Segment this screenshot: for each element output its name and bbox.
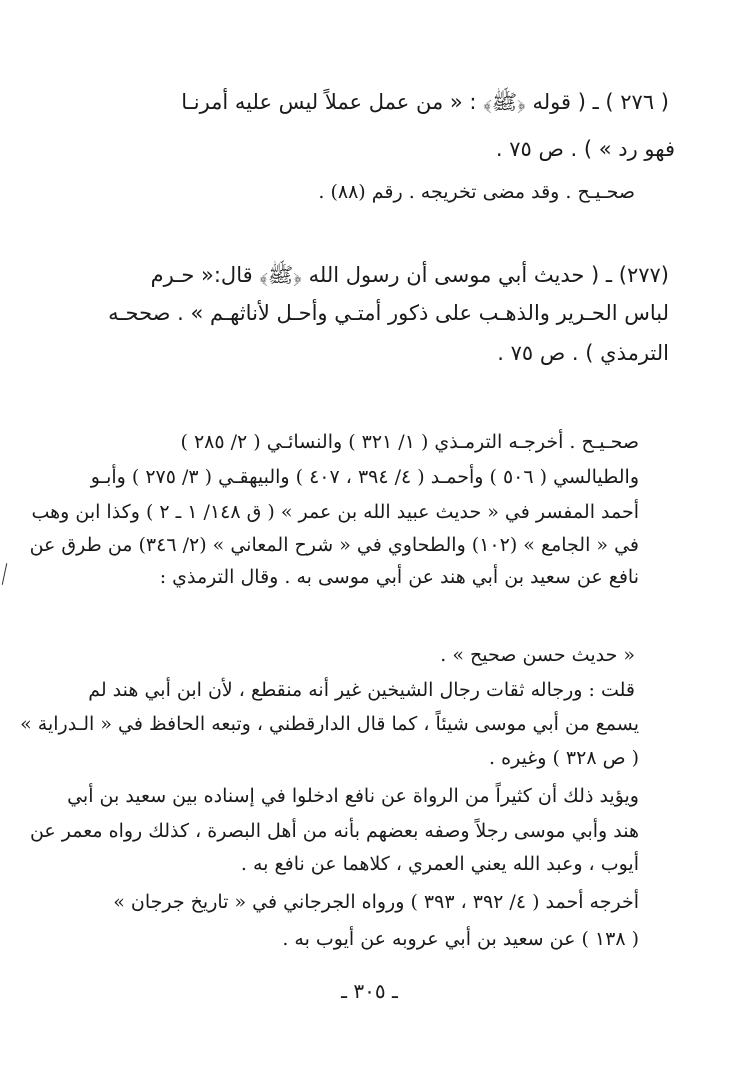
- comment-2-line-1: ويؤيد ذلك أن كثيراً من الرواة عن نافع ادخلوا في إسناده بين سعيد بن أبي: [67, 785, 639, 807]
- entry-276-line-2: فهو رد » ) . ص ٧٥ .: [495, 137, 675, 161]
- takhrij-line-1: صحـيـح . أخرجـه الترمـذي ( ١/ ٣٢١ ) والنسائـي ( ٢/ ٢٨٥ ): [180, 431, 639, 453]
- takhrij-line-4: في « الجامع » (١٠٢) والطحاوي في « شرح المعاني » (٢/ ٣٤٦) من طرق عن: [29, 534, 639, 556]
- comment-1-line-2: يسمع من أبي موسى شيئاً ، كما قال الدارقطني ، وتبعه الحافظ في « الـدراية »: [20, 713, 639, 735]
- takhrij-line-2: والطيالسي ( ٥٠٦ ) وأحمـد ( ٤/ ٣٩٤ ، ٤٠٧ ) والبيهقـي ( ٣/ ٢٧٥ ) وأبـو: [90, 466, 639, 488]
- entry-277-line-3: الترمذي ) . ص ٧٥ .: [497, 341, 669, 365]
- entry-276-line-1: ( ٢٧٦ ) ـ ( قوله ﴿ﷺ﴾ : « من عمل عملاً ليس عليه أمرنـا: [181, 90, 669, 114]
- tirmidhi-quote: « حديث حسن صحيح » .: [440, 644, 635, 666]
- comment-2-line-3: أيوب ، وعبد الله يعني العمري ، كلاهما عن نافع به .: [240, 853, 639, 875]
- comment-3-line-1: أخرجه أحمد ( ٤/ ٣٩٢ ، ٣٩٣ ) ورواه الجرجاني في « تاريخ جرجان »: [113, 891, 639, 913]
- comment-2-line-2: هند وأبي موسى رجلاً وصفه بعضهم بأنه من أهل البصرة ، كذلك رواه معمر عن: [29, 820, 639, 842]
- comment-3-line-2: ( ١٣٨ ) عن سعيد بن أبي عروبه عن أيوب به .: [282, 928, 639, 950]
- takhrij-line-5: نافع عن سعيد بن أبي هند عن أبي موسى به . وقال الترمذي :: [159, 566, 639, 588]
- margin-mark: [2, 563, 8, 585]
- page-number: ـ ٣٠٥ ـ: [341, 979, 398, 1003]
- entry-276-grading: صحـيـح . وقد مضى تخريجه . رقم (٨٨) .: [318, 181, 635, 203]
- comment-1-line-3: ( ص ٣٢٨ ) وغيره .: [489, 747, 639, 769]
- takhrij-line-3: أحمد المفسر في « حديث عبيد الله بن عمر » ( ق ١٤٨/ ١ ـ ٢ ) وكذا ابن وهب: [31, 501, 639, 523]
- entry-277-line-1: (٢٧٧) ـ ( حديث أبي موسى أن رسول الله ﴿ﷺ﴾ قال:« حـرم: [150, 263, 669, 287]
- entry-277-line-2: لباس الحـرير والذهـب على ذكور أمتـي وأحـل لأناثهـم » . صححـه: [108, 301, 669, 325]
- comment-1-line-1: قلت : ورجاله ثقات رجال الشيخين غير أنه منقطع ، لأن ابن أبي هند لم: [88, 679, 635, 701]
